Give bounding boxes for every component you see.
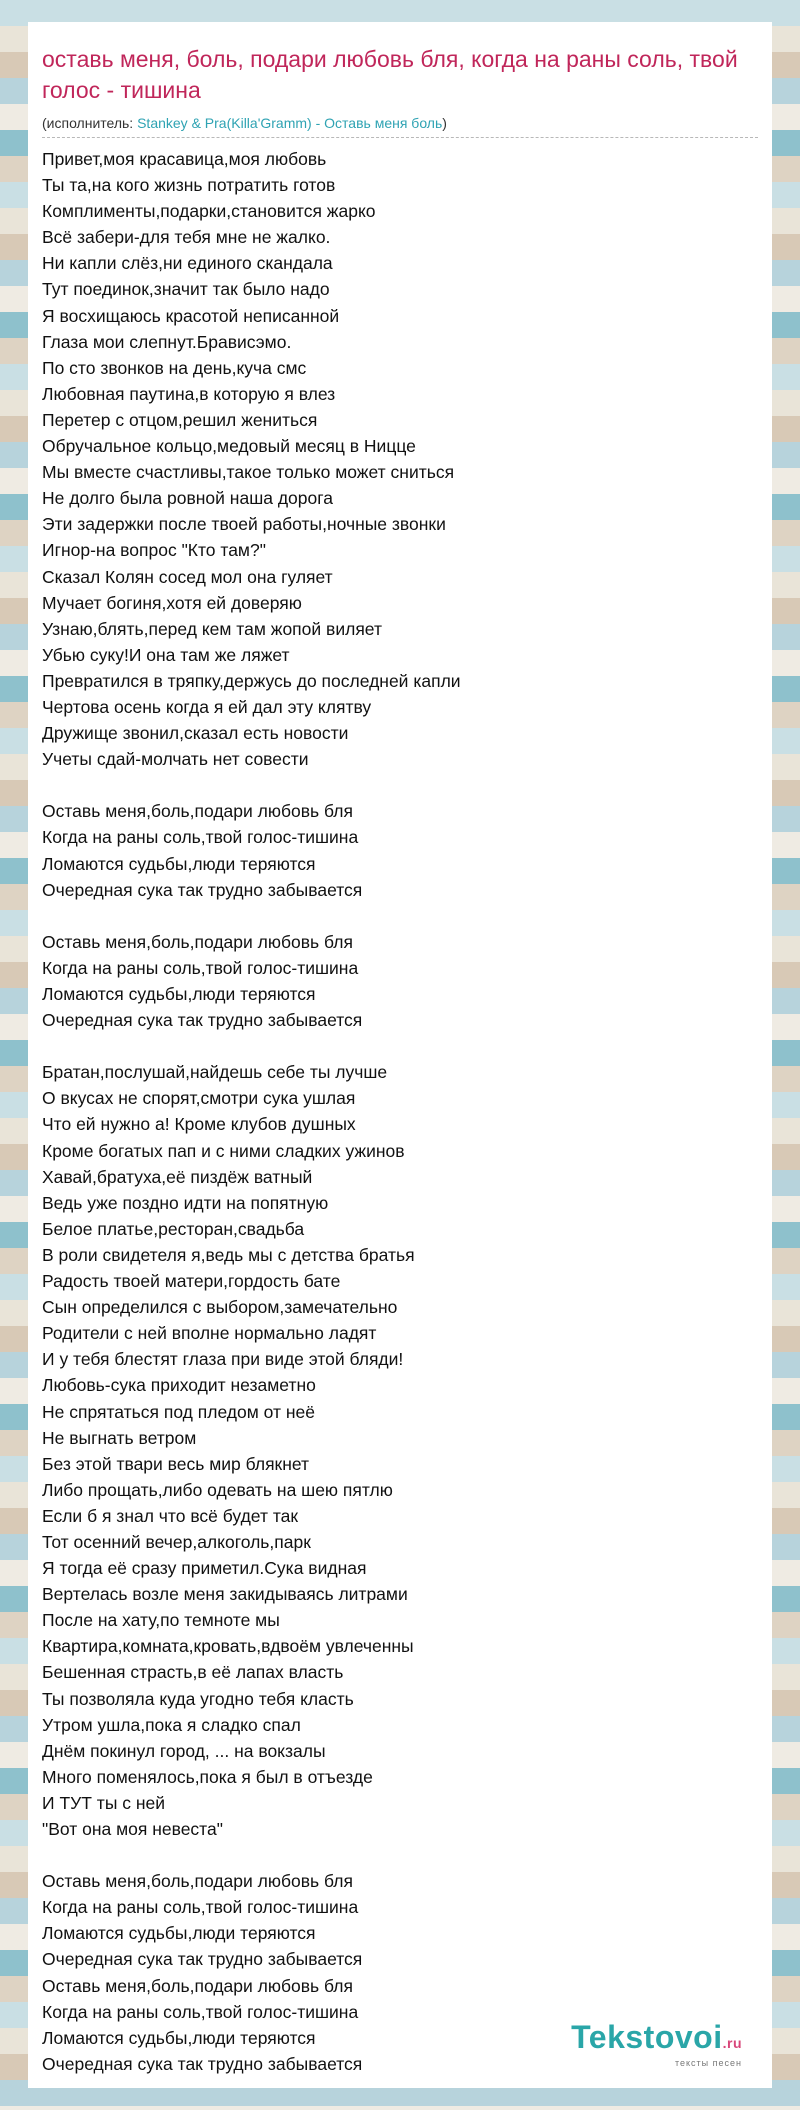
lyric-line: Дружище звонил,сказал есть новости: [42, 723, 349, 744]
lyric-line: Комплименты,подарки,становится жарко: [42, 201, 376, 222]
lyric-line: Оставь меня,боль,подари любовь бля: [42, 1975, 353, 1996]
stanza-gap: [42, 1842, 758, 1868]
lyric-line: Ломаются судьбы,люди теряются: [42, 2027, 316, 2048]
lyric-line: Утром ушла,пока я сладко спал: [42, 1714, 301, 1735]
logo-tld: .ru: [722, 2035, 742, 2051]
lyric-line: Ломаются судьбы,люди теряются: [42, 1923, 316, 1944]
lyric-line: Не выгнать ветром: [42, 1427, 197, 1448]
lyric-line: Чертова осень когда я ей дал эту клятву: [42, 696, 372, 717]
lyric-line: Убью суку!И она там же ляжет: [42, 644, 290, 665]
lyric-line: Перетер с отцом,решил жениться: [42, 409, 318, 430]
lyric-line: Глаза мои слепнут.Брависэмо.: [42, 331, 292, 352]
performer-prefix: (исполнитель:: [42, 115, 138, 131]
lyric-line: О вкусах не спорят,смотри сука ушлая: [42, 1088, 356, 1109]
lyric-line: Очередная сука так трудно забывается: [42, 2053, 363, 2074]
performer-line: [42, 114, 758, 138]
lyric-line: Не долго была ровной наша дорога: [42, 488, 333, 509]
lyric-line: Тут поединок,значит так было надо: [42, 279, 330, 300]
lyric-line: Без этой твари весь мир блякнет: [42, 1453, 310, 1474]
lyric-line: Ломаются судьбы,люди теряются: [42, 984, 316, 1004]
lyric-line: Игнор-на вопрос "Кто там?": [42, 540, 266, 561]
lyric-line: Очередная сука так трудно забывается: [42, 879, 363, 900]
lyric-line: И ТУТ ты с ней: [42, 1792, 166, 1813]
lyric-line: "Вот она моя невеста": [42, 1819, 223, 1839]
lyric-line: Превратился в тряпку,держусь до последней капли: [42, 670, 461, 691]
lyric-line: Оставь меня,боль,подари любовь бля: [42, 1871, 353, 1892]
lyric-line: Я восхищаюсь красотой неписанной: [42, 305, 340, 326]
lyric-line: Либо прощать,либо одевать на шею пятлю: [42, 1479, 393, 1500]
lyric-line: Узнаю,блять,перед кем там жопой виляет: [42, 618, 382, 639]
lyric-line: Хавай,братуха,её пиздёж ватный: [42, 1166, 313, 1187]
lyric-line: Сказал Колян сосед мол она гуляет: [42, 566, 333, 587]
lyric-line: И у тебя блестят глаза при виде этой бляди!: [42, 1349, 404, 1370]
lyric-line: Очередная сука так трудно забывается: [42, 1949, 363, 1970]
lyric-line: Когда на раны соль,твой голос-тишина: [42, 1897, 359, 1918]
lyric-line: Оставь меня,боль,подари любовь бля: [42, 931, 353, 952]
lyric-line: Братан,послушай,найдешь себе ты лучше: [42, 1062, 388, 1083]
lyric-line: Очередная сука так трудно забывается: [42, 1010, 363, 1031]
lyric-line: Оставь меня,боль,подари любовь бля: [42, 801, 353, 822]
lyrics-card: [28, 22, 772, 2088]
lyric-line: Родители с ней вполне нормально ладят: [42, 1323, 377, 1344]
lyric-line: Сын определился с выбором,замечательно: [42, 1297, 398, 1318]
stanza-gap: [42, 772, 758, 798]
lyric-line: Вертелась возле меня закидываясь литрами: [42, 1584, 408, 1605]
lyric-line: Мы вместе счастливы,такое только может сниться: [42, 462, 455, 483]
lyric-line: Днём покинул город, ... на вокзалы: [42, 1740, 326, 1761]
lyric-line: Тот осенний вечер,алкоголь,парк: [42, 1531, 311, 1552]
lyric-line: Ни капли слёз,ни единого скандала: [42, 253, 333, 274]
lyric-line: По сто звонков на день,куча смс: [42, 357, 307, 378]
lyric-line: Учеты сдай-молчать нет совести: [42, 749, 309, 770]
logo-tagline: тексты песен: [674, 2058, 742, 2068]
lyric-line: Любовь-сука приходит незаметно: [42, 1375, 316, 1396]
performer-link[interactable]: Stankey & Pra(Killa'Gramm) - Оставь меня боль: [137, 115, 443, 131]
logo-name: Tekstovoi: [571, 2019, 723, 2055]
lyric-line: Белое платье,ресторан,свадьба: [42, 1218, 305, 1239]
lyric-line: Ты та,на кого жизнь потратить готов: [42, 175, 336, 196]
performer-suffix: ): [442, 115, 447, 131]
lyric-line: Когда на раны соль,твой голос-тишина: [42, 957, 359, 978]
lyric-line: Ломаются судьбы,люди теряются: [42, 853, 316, 874]
logo-wordmark: [571, 2020, 742, 2060]
lyric-line: Всё забери-для тебя мне не жалко.: [42, 227, 331, 248]
stanza-gap: [42, 903, 758, 929]
lyric-line: Не спрятаться под пледом от неё: [42, 1401, 315, 1422]
lyric-line: Много поменялось,пока я был в отъезде: [42, 1766, 373, 1787]
lyric-line: Привет,моя красавица,моя любовь: [42, 149, 327, 169]
lyric-line: Квартира,комната,кровать,вдвоём увлеченны: [42, 1636, 414, 1657]
lyric-line: После на хату,по темноте мы: [42, 1610, 280, 1631]
lyric-line: Кроме богатых пап и с ними сладких ужинов: [42, 1140, 405, 1161]
lyric-line: Радость твоей матери,гордость бате: [42, 1271, 341, 1292]
song-title: оставь меня, боль, подари любовь бля, когда на раны соль, твой голос - тишина: [42, 46, 738, 103]
lyric-line: Ведь уже поздно идти на попятную: [42, 1192, 329, 1213]
lyrics-body: [42, 146, 758, 2077]
lyric-line: Эти задержки после твоей работы,ночные звонки: [42, 514, 446, 535]
lyric-line: В роли свидетеля я,ведь мы с детства братья: [42, 1244, 415, 1265]
lyric-line: Я тогда её сразу приметил.Сука видная: [42, 1558, 367, 1579]
lyric-line: Когда на раны соль,твой голос-тишина: [42, 827, 359, 848]
lyric-line: Если б я знал что всё будет так: [42, 1505, 299, 1526]
lyric-line: Бешенная страсть,в её лапах власть: [42, 1662, 344, 1683]
lyric-line: Обручальное кольцо,медовый месяц в Ницце: [42, 436, 416, 457]
lyric-line: Когда на раны соль,твой голос-тишина: [42, 2001, 359, 2022]
lyric-line: Что ей нужно а! Кроме клубов душных: [42, 1114, 356, 1135]
lyric-line: Мучает богиня,хотя ей доверяю: [42, 592, 302, 613]
site-logo[interactable]: [571, 2020, 742, 2068]
lyric-line: Любовная паутина,в которую я влез: [42, 383, 336, 404]
stanza-gap: [42, 1033, 758, 1059]
lyric-line: Ты позволяла куда угодно тебя класть: [42, 1688, 354, 1709]
